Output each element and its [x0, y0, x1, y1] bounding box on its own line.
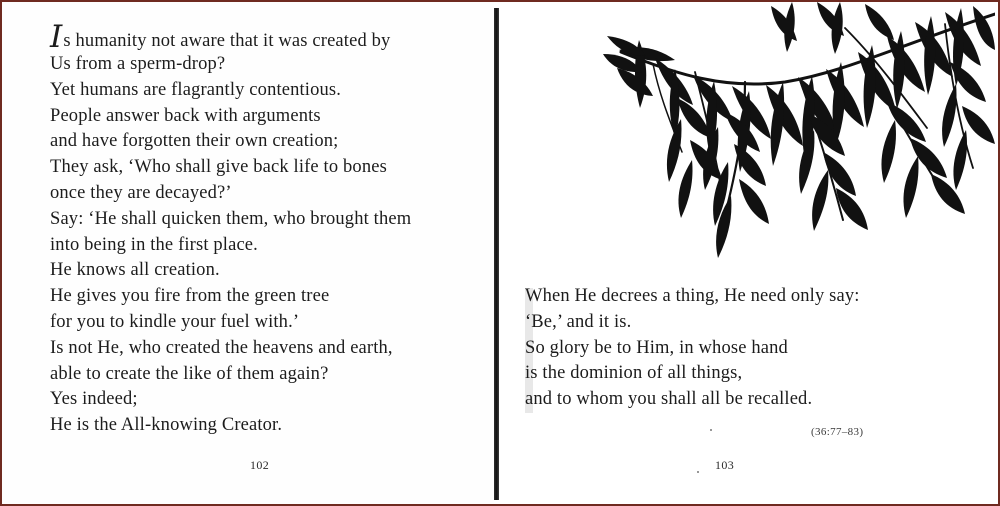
poem-line-15: Yes indeed;	[50, 389, 138, 410]
poem-line-11: He gives you fire from the green tree	[50, 286, 330, 307]
right-line-5: and to whom you shall all be recalled.	[525, 389, 813, 410]
poem-line-3: Yet humans are flagrantly contentious.	[50, 79, 342, 100]
page-speck-dot	[710, 429, 712, 431]
poem-line-6: They ask, ‘Who shall give back life to bones	[50, 157, 387, 178]
poem-line-1	[50, 19, 470, 55]
page-speck-dot	[697, 471, 699, 473]
poem-line-2: Us from a sperm-drop?	[50, 54, 226, 74]
page-number-right: 103	[715, 458, 735, 472]
poem-line-13: Is not He, who created the heavens and earth,	[50, 337, 393, 358]
poem-line-12: for you to kindle your fuel with.’	[50, 311, 300, 332]
poem-line-10: He knows all creation.	[50, 260, 220, 281]
right-poem	[525, 284, 905, 413]
right-line-1: When He decrees a thing, He need only say:	[525, 286, 860, 306]
verse-reference: (36:77–83)	[811, 426, 864, 438]
poem-line-1-text: s humanity not aware that it was created by	[63, 31, 391, 51]
right-page	[499, 2, 998, 504]
right-line-3: So glory be to Him, in whose hand	[525, 337, 788, 358]
poem-line-14: able to create the like of them again?	[50, 363, 329, 384]
poem-line-16: He is the All-knowing Creator.	[50, 415, 283, 436]
left-page	[2, 2, 494, 504]
right-line-2: ‘Be,’ and it is.	[525, 311, 632, 332]
poem-line-4: People answer back with arguments	[50, 105, 321, 126]
drop-cap: I	[50, 19, 63, 55]
right-line-4: is the dominion of all things,	[525, 363, 743, 384]
left-poem	[50, 19, 470, 439]
poem-line-7: once they are decayed?’	[50, 182, 232, 203]
page-number-left: 102	[250, 458, 270, 472]
poem-line-9: into being in the first place.	[50, 234, 258, 255]
tree-leaves-illustration	[595, 2, 995, 272]
poem-line-8: Say: ‘He shall quicken them, who brought them	[50, 208, 412, 229]
poem-line-5: and have forgotten their own creation;	[50, 131, 339, 152]
